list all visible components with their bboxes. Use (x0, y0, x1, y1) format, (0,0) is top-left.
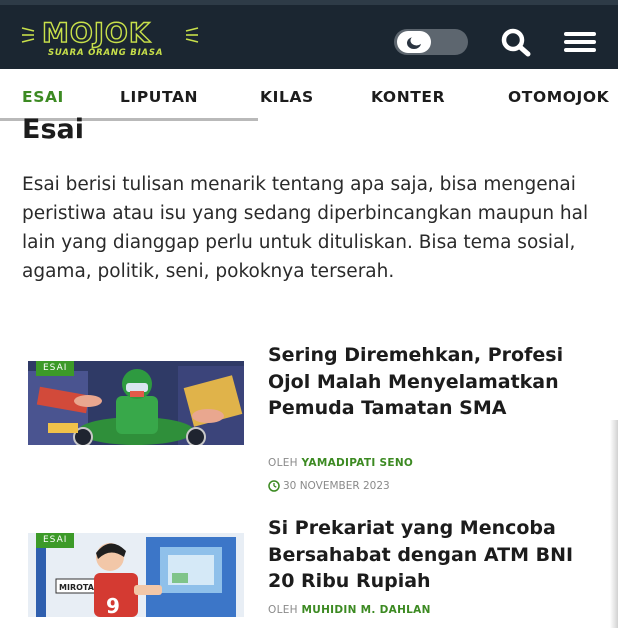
article-byline (268, 457, 413, 469)
category-badge[interactable]: ESAI (36, 361, 74, 376)
logo-rays-left-icon (20, 25, 36, 45)
theme-toggle[interactable] (394, 29, 468, 55)
nav-item-esai[interactable]: ESAI (22, 88, 64, 106)
toggle-knob (397, 31, 431, 53)
nav-item-otomojok[interactable]: OTOMOJOK (508, 88, 610, 106)
nav-item-kilas[interactable]: KILAS (260, 88, 314, 106)
author-link[interactable]: YAMADIPATI SENO (301, 457, 414, 469)
logo-wordmark: MOJOK (42, 18, 151, 49)
site-header (0, 0, 618, 69)
site-logo[interactable] (20, 19, 200, 61)
article-thumbnail[interactable] (28, 361, 244, 445)
article-byline (268, 604, 431, 616)
category-description: Esai berisi tulisan menarik tentang apa saja, bisa mengenai peristiwa atau isu yang sedang diperbincangkan maupun hal lain yang dianggap perlu untuk dituliskan. Bisa tema sosial, agama, politik, seni, pokoknya terserah. (22, 174, 589, 282)
moon-icon (405, 34, 423, 50)
edge-shadow (610, 420, 618, 628)
search-icon (498, 27, 534, 57)
category-badge[interactable]: ESAI (36, 533, 74, 548)
search-button[interactable] (498, 27, 534, 57)
article-date (268, 480, 390, 492)
menu-button[interactable] (562, 29, 598, 55)
page-title: Esai (22, 114, 84, 145)
author-link[interactable]: MUHIDIN M. DAHLAN (301, 604, 431, 616)
thumbnail-sign-text: MIROTA (59, 583, 94, 592)
nav-item-konter[interactable]: KONTER (371, 88, 446, 106)
hamburger-menu-icon (562, 29, 598, 55)
thumbnail-jersey-number: 9 (106, 594, 120, 617)
nav-item-liputan[interactable]: LIPUTAN (120, 88, 199, 106)
article-title[interactable]: Sering Diremehkan, Profesi Ojol Malah Menyelamatkan Pemuda Tamatan SMA (268, 344, 564, 419)
category-nav (0, 69, 618, 123)
article-thumbnail[interactable] (28, 533, 244, 617)
logo-rays-right-icon (184, 25, 200, 45)
logo-tagline: SUARA ORANG BIASA (48, 48, 164, 58)
byline-label: OLEH (268, 604, 298, 616)
date-text: 30 NOVEMBER 2023 (283, 480, 390, 492)
article-title[interactable]: Si Prekariat yang Mencoba Bersahabat dengan ATM BNI 20 Ribu Rupiah (268, 517, 574, 592)
byline-label: OLEH (268, 457, 298, 469)
clock-icon (268, 480, 280, 492)
